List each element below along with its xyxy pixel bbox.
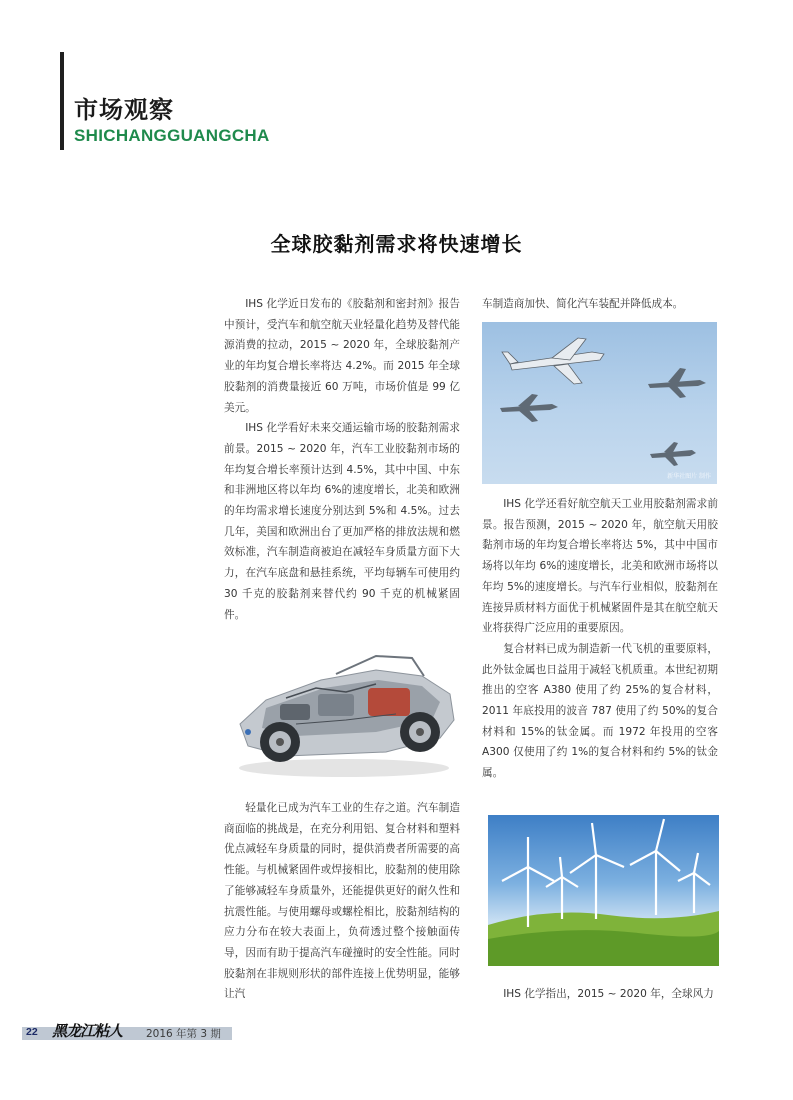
paragraph: 轻量化已成为汽车工业的生存之道。汽车制造商面临的挑战是，在充分利用铝、复合材料和塑料优点减轻车身质量的同时，提供消费者所需要的高性能。与机械紧固件或焊接相比，胶黏剂的使用除了能够减轻车身质量外，还能提供更好的耐久性和抗震性能。与使用螺母或螺栓相比，胶黏剂结构的应力分布在较大表面上，负荷透过整个接触面传导，因而有助于提高汽车碰撞时的安全性能。同时胶黏剂在非规则形状的部件连接上优势明显，能够让汽	[224, 802, 460, 1001]
paragraph: IHS 化学近日发布的《胶黏剂和密封剂》报告中预计，受汽车和航空航天业轻量化趋势及替代能源消费的拉动，2015 ~ 2020 年，全球胶黏剂产业的年均复合增长率将达 4.2%。而 2015 年全球胶黏剂的消费量接近 60 万吨，市场价值是 99 亿美元。	[224, 298, 460, 414]
paragraph-continued: 车制造商加快、简化汽车装配并降低成本。	[482, 298, 684, 310]
wind-turbines-icon	[488, 815, 719, 966]
magazine-logo: 黑龙江粘人	[52, 1022, 123, 1040]
aircraft-figure	[482, 322, 717, 484]
car-cutaway-figure	[226, 628, 462, 784]
article-column-right-middle	[482, 494, 718, 784]
issue-label: 2016 年第 3 期	[146, 1028, 221, 1040]
car-cutaway-icon	[226, 628, 462, 784]
section-subtitle: SHICHANGGUANGCHA	[74, 126, 270, 145]
page-number: 22	[26, 1026, 38, 1038]
paragraph: IHS 化学看好未来交通运输市场的胶黏剂需求前景。2015 ~ 2020 年，汽车工业胶黏剂市场的年均复合增长率预计达到 4.5%，其中中国、中东和非洲地区将以年均 6%的速度增长，北美和欧洲的年均需求增长速度分别达到 5%和 4.5%。过去几年，美国和欧洲出台了更加严格的排放法规和燃效标准，汽车制造商被迫在减轻车身质量方面下大力，在汽车底盘和悬挂系统，平均每辆车可使用约 30 千克的胶黏剂来替代约 90 千克的机械紧固件。	[224, 422, 460, 621]
aircraft-formation-icon	[482, 322, 717, 484]
paragraph: IHS 化学还看好航空航天工业用胶黏剂需求前景。报告预测，2015 ~ 2020 年，航空航天用胶黏剂市场的年均复合增长率将达 5%，其中中国市场将以年均 6%的速度增长，北美和欧洲市场将以年均 5%的速度增长。与汽车行业相似，胶黏剂在连接异质材料方面优于机械紧固件是其在航空航天业将获得广泛应用的重要原因。	[482, 498, 718, 635]
paragraph: IHS 化学指出，2015 ~ 2020 年，全球风力	[503, 988, 714, 1000]
article-column-right-bottom	[482, 984, 718, 1005]
wind-turbine-figure	[488, 815, 719, 966]
paragraph: 复合材料已成为制造新一代飞机的重要原料，此外钛金属也日益用于减轻飞机质重。本世纪初期推出的空客 A380 使用了约 25%的复合材料，2011 年底投用的波音 787 使用了约 50%的复合材料和 15%的钛金属。而 1972 年投用的空客 A300 仅使用了约 1%的复合材料和约 5%的钛金属。	[482, 642, 718, 780]
article-column-left-top	[224, 294, 460, 625]
photo-credit: 新华社图片 制作	[667, 473, 711, 480]
article-column-left-bottom	[224, 798, 460, 1005]
article-title: 全球胶黏剂需求将快速增长	[270, 232, 523, 256]
section-title: 市场观察	[74, 96, 174, 124]
article-column-right-top	[482, 294, 718, 315]
section-divider	[60, 52, 64, 150]
